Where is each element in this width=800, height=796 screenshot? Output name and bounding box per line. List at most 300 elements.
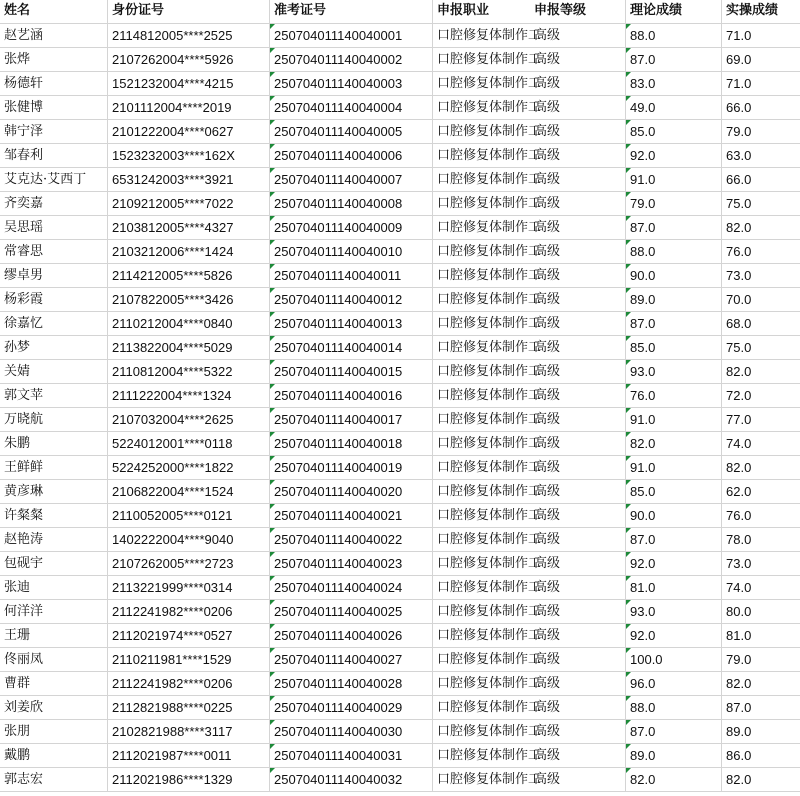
cell-level[interactable] [530,336,626,360]
cell-text: 高级 [534,220,561,235]
cell-ticket-number[interactable] [270,480,433,504]
cell-practical-score[interactable] [722,408,800,432]
cell-ticket-number[interactable] [270,264,433,288]
table-row [0,600,800,624]
number-as-text-flag-icon [626,96,631,101]
cell-text: 高级 [534,76,561,91]
cell-theory-score[interactable] [626,432,722,456]
cell-practical-score[interactable] [722,48,800,72]
cell-text: 口腔修复体制作工 [437,484,542,499]
cell-name[interactable] [0,48,108,72]
cell-name[interactable] [0,216,108,240]
cell-practical-score[interactable] [722,360,800,384]
number-as-text-flag-icon [626,504,631,509]
cell-theory-score[interactable] [626,576,722,600]
cell-level[interactable] [530,264,626,288]
cell-name[interactable] [0,720,108,744]
table-row [0,432,800,456]
cell-text: 徐嘉忆 [4,316,44,331]
cell-ticket-number[interactable] [270,576,433,600]
cell-theory-score[interactable] [626,168,722,192]
cell-practical-score[interactable] [722,624,800,648]
cell-text: 万晓航 [4,412,44,427]
cell-level[interactable] [530,432,626,456]
cell-occupation[interactable] [433,144,542,168]
cell-name[interactable] [0,168,108,192]
cell-id-number[interactable] [108,696,270,720]
cell-text: 2102821988****3117 [112,724,233,739]
cell-id-number[interactable] [108,432,270,456]
cell-text: 82.0 [726,772,752,787]
cell-occupation[interactable] [433,528,542,552]
cell-ticket-number[interactable] [270,720,433,744]
cell-id-number[interactable] [108,408,270,432]
cell-id-number[interactable] [108,360,270,384]
cell-ticket-number[interactable] [270,96,433,120]
cell-ticket-number[interactable] [270,552,433,576]
cell-name[interactable] [0,480,108,504]
cell-practical-score[interactable] [722,120,800,144]
cell-text: 齐奕嘉 [4,196,44,211]
cell-level[interactable] [530,648,626,672]
cell-theory-score[interactable] [626,480,722,504]
cell-theory-score[interactable] [626,528,722,552]
cell-name[interactable] [0,144,108,168]
cell-text: 口腔修复体制作工 [437,436,542,451]
cell-id-number[interactable] [108,288,270,312]
cell-text: 2113221999****0314 [112,580,233,595]
cell-practical-score[interactable] [722,696,800,720]
cell-occupation[interactable] [433,336,542,360]
cell-text: 2110212004****0840 [112,316,233,331]
cell-level[interactable] [530,288,626,312]
cell-text: 91.0 [630,172,656,187]
cell-id-number[interactable] [108,312,270,336]
cell-id-number[interactable] [108,456,270,480]
cell-practical-score[interactable] [722,24,800,48]
cell-level[interactable] [530,144,626,168]
cell-practical-score[interactable] [722,744,800,768]
cell-theory-score[interactable] [626,504,722,528]
cell-theory-score[interactable] [626,120,722,144]
cell-text: 73.0 [726,556,752,571]
cell-text: 63.0 [726,148,752,163]
cell-name[interactable] [0,192,108,216]
cell-theory-score[interactable] [626,264,722,288]
cell-practical-score[interactable] [722,672,800,696]
cell-level[interactable] [530,312,626,336]
cell-occupation[interactable] [433,120,542,144]
cell-id-number[interactable] [108,144,270,168]
number-as-text-flag-icon [270,432,275,437]
cell-practical-score[interactable] [722,96,800,120]
cell-practical-score[interactable] [722,240,800,264]
cell-text: 250704011140040026 [274,628,403,643]
cell-occupation[interactable] [433,96,542,120]
cell-theory-score[interactable] [626,24,722,48]
cell-theory-score[interactable] [626,768,722,792]
cell-id-number[interactable] [108,384,270,408]
cell-text: 250704011140040031 [274,748,403,763]
number-as-text-flag-icon [270,48,275,53]
cell-ticket-number[interactable] [270,48,433,72]
table-row [0,144,800,168]
cell-ticket-number[interactable] [270,744,433,768]
cell-occupation[interactable] [433,480,542,504]
cell-text: 81.0 [726,628,752,643]
cell-theory-score[interactable] [626,336,722,360]
cell-name[interactable] [0,264,108,288]
cell-name[interactable] [0,24,108,48]
cell-name[interactable] [0,72,108,96]
cell-practical-score[interactable] [722,168,800,192]
number-as-text-flag-icon [626,336,631,341]
cell-level[interactable] [530,744,626,768]
cell-text: 250704011140040004 [274,100,403,115]
cell-text: 常睿思 [4,244,44,259]
cell-id-number[interactable] [108,120,270,144]
cell-id-number[interactable] [108,48,270,72]
cell-occupation[interactable] [433,648,542,672]
cell-id-number[interactable] [108,624,270,648]
cell-name[interactable] [0,288,108,312]
cell-occupation[interactable] [433,576,542,600]
cell-id-number[interactable] [108,264,270,288]
cell-theory-score[interactable] [626,720,722,744]
cell-text: 2103212006****1424 [112,244,234,259]
cell-theory-score[interactable] [626,408,722,432]
cell-ticket-number[interactable] [270,624,433,648]
cell-theory-score[interactable] [626,312,722,336]
cell-level[interactable] [530,216,626,240]
cell-theory-score[interactable] [626,96,722,120]
cell-theory-score[interactable] [626,240,722,264]
cell-name[interactable] [0,240,108,264]
number-as-text-flag-icon [270,384,275,389]
cell-level[interactable] [530,768,626,792]
cell-ticket-number[interactable] [270,504,433,528]
cell-level[interactable] [530,480,626,504]
cell-occupation[interactable] [433,552,542,576]
cell-occupation[interactable] [433,240,542,264]
cell-text: 赵艺涵 [4,28,44,43]
number-as-text-flag-icon [270,120,275,125]
cell-ticket-number[interactable] [270,192,433,216]
cell-name[interactable] [0,744,108,768]
cell-ticket-number[interactable] [270,528,433,552]
cell-text: 口腔修复体制作工 [437,388,542,403]
cell-occupation[interactable] [433,672,542,696]
header-occupation[interactable]: 申报职业 [433,0,530,24]
cell-practical-score[interactable] [722,192,800,216]
cell-id-number[interactable] [108,480,270,504]
cell-id-number[interactable] [108,576,270,600]
cell-text: 郭文苹 [4,388,44,403]
cell-practical-score[interactable] [722,528,800,552]
cell-theory-score[interactable] [626,600,722,624]
cell-name[interactable] [0,648,108,672]
cell-text: 66.0 [726,172,752,187]
cell-practical-score[interactable] [722,312,800,336]
cell-theory-score[interactable] [626,672,722,696]
cell-ticket-number[interactable] [270,240,433,264]
cell-text: 高级 [534,676,561,691]
cell-id-number[interactable] [108,72,270,96]
cell-name[interactable] [0,672,108,696]
cell-ticket-number[interactable] [270,312,433,336]
cell-practical-score[interactable] [722,480,800,504]
cell-text: 张迪 [4,580,31,595]
header-name[interactable]: 姓名 [0,0,108,24]
cell-occupation[interactable] [433,216,542,240]
cell-name[interactable] [0,384,108,408]
cell-theory-score[interactable] [626,360,722,384]
cell-id-number[interactable] [108,96,270,120]
number-as-text-flag-icon [626,600,631,605]
cell-name[interactable] [0,456,108,480]
cell-ticket-number[interactable] [270,120,433,144]
cell-occupation[interactable] [433,72,542,96]
cell-level[interactable] [530,624,626,648]
cell-level[interactable] [530,384,626,408]
cell-occupation[interactable] [433,456,542,480]
cell-theory-score[interactable] [626,456,722,480]
cell-theory-score[interactable] [626,144,722,168]
cell-level[interactable] [530,96,626,120]
cell-occupation[interactable] [433,384,542,408]
number-as-text-flag-icon [626,528,631,533]
cell-level[interactable] [530,168,626,192]
cell-level[interactable] [530,696,626,720]
cell-name[interactable] [0,360,108,384]
cell-text: 高级 [534,748,561,763]
cell-ticket-number[interactable] [270,360,433,384]
cell-level[interactable] [530,528,626,552]
cell-practical-score[interactable] [722,456,800,480]
cell-ticket-number[interactable] [270,600,433,624]
cell-occupation[interactable] [433,192,542,216]
cell-ticket-number[interactable] [270,768,433,792]
cell-ticket-number[interactable] [270,648,433,672]
header-id-number[interactable]: 身份证号 [108,0,270,24]
cell-id-number[interactable] [108,552,270,576]
cell-id-number[interactable] [108,768,270,792]
cell-name[interactable] [0,432,108,456]
cell-theory-score[interactable] [626,72,722,96]
cell-text: 缪卓男 [4,268,44,283]
header-level[interactable]: 申报等级 [530,0,626,24]
cell-ticket-number[interactable] [270,336,433,360]
cell-occupation[interactable] [433,48,542,72]
cell-practical-score[interactable] [722,336,800,360]
cell-id-number[interactable] [108,216,270,240]
cell-level[interactable] [530,192,626,216]
cell-practical-score[interactable] [722,72,800,96]
cell-name[interactable] [0,96,108,120]
cell-text: 82.0 [726,220,752,235]
cell-practical-score[interactable] [722,576,800,600]
cell-level[interactable] [530,408,626,432]
cell-occupation[interactable] [433,168,542,192]
cell-name[interactable] [0,624,108,648]
cell-occupation[interactable] [433,264,542,288]
cell-id-number[interactable] [108,336,270,360]
cell-ticket-number[interactable] [270,432,433,456]
cell-text: 2101112004****2019 [112,100,232,115]
cell-text: 刘姜欣 [4,700,44,715]
cell-id-number[interactable] [108,192,270,216]
cell-ticket-number[interactable] [270,72,433,96]
cell-text: 250704011140040017 [274,412,403,427]
number-as-text-flag-icon [626,696,631,701]
cell-occupation[interactable] [433,288,542,312]
cell-level[interactable] [530,360,626,384]
cell-ticket-number[interactable] [270,24,433,48]
cell-practical-score[interactable] [722,504,800,528]
cell-id-number[interactable] [108,672,270,696]
cell-name[interactable] [0,504,108,528]
cell-name[interactable] [0,528,108,552]
cell-occupation[interactable] [433,504,542,528]
cell-name[interactable] [0,576,108,600]
cell-text: 250704011140040014 [274,340,403,355]
cell-theory-score[interactable] [626,624,722,648]
cell-level[interactable] [530,24,626,48]
cell-occupation[interactable] [433,744,542,768]
cell-practical-score[interactable] [722,720,800,744]
table-row [0,696,800,720]
cell-id-number[interactable] [108,24,270,48]
cell-id-number[interactable] [108,744,270,768]
cell-name[interactable] [0,408,108,432]
cell-occupation[interactable] [433,312,542,336]
cell-occupation[interactable] [433,768,542,792]
cell-name[interactable] [0,336,108,360]
cell-text: 250704011140040008 [274,196,403,211]
cell-theory-score[interactable] [626,384,722,408]
cell-name[interactable] [0,552,108,576]
cell-text: 2111222004****1324 [112,388,232,403]
cell-practical-score[interactable] [722,216,800,240]
cell-id-number[interactable] [108,240,270,264]
cell-id-number[interactable] [108,720,270,744]
number-as-text-flag-icon [270,360,275,365]
cell-text: 1523232003****162X [112,148,235,163]
cell-name[interactable] [0,312,108,336]
cell-occupation[interactable] [433,696,542,720]
cell-level[interactable] [530,720,626,744]
table-row [0,504,800,528]
cell-ticket-number[interactable] [270,672,433,696]
cell-practical-score[interactable] [722,264,800,288]
cell-theory-score[interactable] [626,648,722,672]
cell-level[interactable] [530,504,626,528]
cell-practical-score[interactable] [722,768,800,792]
cell-level[interactable] [530,576,626,600]
cell-text: 250704011140040015 [274,364,403,379]
cell-theory-score[interactable] [626,552,722,576]
number-as-text-flag-icon [270,648,275,653]
cell-level[interactable] [530,456,626,480]
cell-practical-score[interactable] [722,648,800,672]
cell-id-number[interactable] [108,504,270,528]
cell-text: 口腔修复体制作工 [437,172,542,187]
cell-text: 朱鹏 [4,436,31,451]
cell-theory-score[interactable] [626,288,722,312]
cell-occupation[interactable] [433,360,542,384]
cell-level[interactable] [530,240,626,264]
cell-level[interactable] [530,120,626,144]
cell-text: 79.0 [630,196,656,211]
cell-text: 口腔修复体制作工 [437,412,542,427]
cell-ticket-number[interactable] [270,288,433,312]
cell-name[interactable] [0,600,108,624]
cell-text: 曹群 [4,676,31,691]
cell-occupation[interactable] [433,432,542,456]
cell-name[interactable] [0,696,108,720]
cell-ticket-number[interactable] [270,696,433,720]
number-as-text-flag-icon [270,624,275,629]
cell-level[interactable] [530,552,626,576]
cell-occupation[interactable] [433,408,542,432]
cell-id-number[interactable] [108,528,270,552]
cell-name[interactable] [0,120,108,144]
cell-text: 77.0 [726,412,752,427]
cell-level[interactable] [530,72,626,96]
cell-text: 高级 [534,460,561,475]
cell-ticket-number[interactable] [270,408,433,432]
cell-ticket-number[interactable] [270,384,433,408]
cell-ticket-number[interactable] [270,144,433,168]
cell-practical-score[interactable] [722,144,800,168]
cell-text: 250704011140040028 [274,676,403,691]
cell-ticket-number[interactable] [270,216,433,240]
cell-theory-score[interactable] [626,192,722,216]
cell-occupation[interactable] [433,624,542,648]
cell-practical-score[interactable] [722,288,800,312]
number-as-text-flag-icon [270,240,275,245]
cell-level[interactable] [530,48,626,72]
cell-id-number[interactable] [108,168,270,192]
cell-theory-score[interactable] [626,216,722,240]
cell-text: 高级 [534,652,561,667]
cell-level[interactable] [530,672,626,696]
header-theory-score[interactable]: 理论成绩 [626,0,722,24]
cell-practical-score[interactable] [722,384,800,408]
cell-id-number[interactable] [108,600,270,624]
header-ticket-number[interactable]: 准考证号 [270,0,433,24]
cell-practical-score[interactable] [722,432,800,456]
cell-name[interactable] [0,768,108,792]
cell-id-number[interactable] [108,648,270,672]
cell-ticket-number[interactable] [270,456,433,480]
cell-practical-score[interactable] [722,600,800,624]
cell-theory-score[interactable] [626,48,722,72]
header-practical-score[interactable]: 实操成绩 [722,0,800,24]
cell-text: 87.0 [630,532,656,547]
cell-occupation[interactable] [433,600,542,624]
cell-text: 68.0 [726,316,752,331]
cell-occupation[interactable] [433,720,542,744]
cell-ticket-number[interactable] [270,168,433,192]
cell-theory-score[interactable] [626,696,722,720]
cell-theory-score[interactable] [626,744,722,768]
cell-practical-score[interactable] [722,552,800,576]
cell-text: 高级 [534,772,561,787]
cell-occupation[interactable] [433,24,542,48]
cell-text: 91.0 [630,412,656,427]
cell-level[interactable] [530,600,626,624]
